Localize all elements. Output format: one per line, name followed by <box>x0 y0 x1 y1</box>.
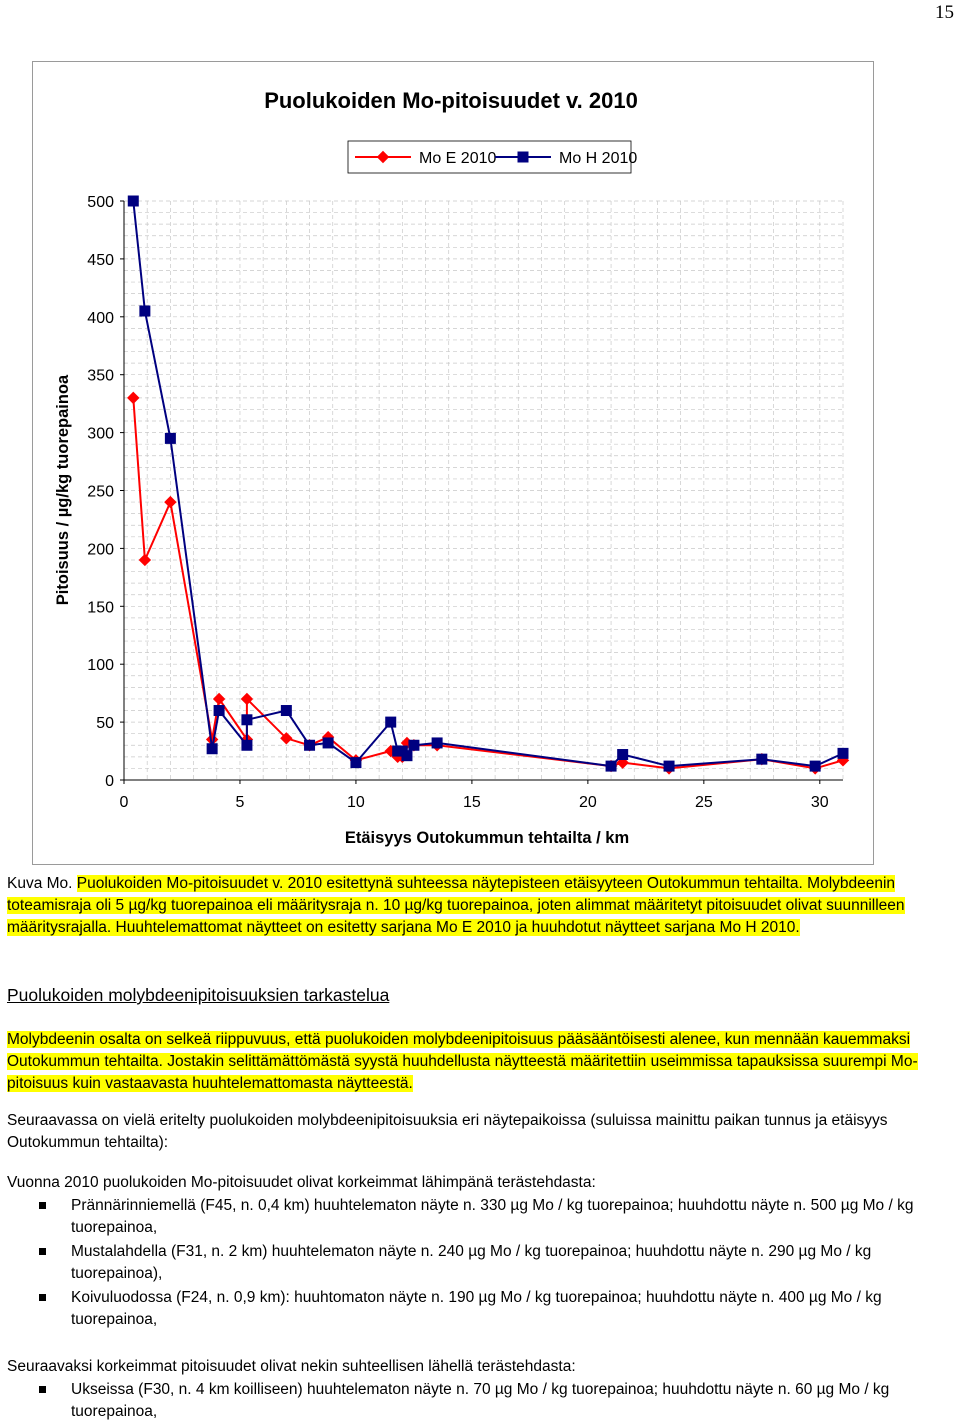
data-point <box>139 554 150 565</box>
x-tick-label: 25 <box>694 794 713 811</box>
x-tick-label: 10 <box>347 794 365 811</box>
caption-highlighted-text: Puolukoiden Mo-pitoisuudet v. 2010 esitettynä suhteessa näytepisteen etäisyyteen Outokummun tehtailta. Molybdeenin toteamisraja oli 5 µg/kg tuorepainoa eli määritysraja n. 10 µg/kg tuorepainoa, joten alimmat määritetyt pitoisuudet olivat suunnilleen määritysrajalla. Huuhtelemattomat näytteet on esitetty sarjana Mo E 2010 ja huuhdotut näytteet sarjana Mo H 2010. <box>7 875 905 936</box>
data-point <box>386 717 396 727</box>
data-point <box>128 196 138 206</box>
list-item-text: Prännärinniemellä (F45, n. 0,4 km) huuhtelematon näyte n. 330 µg Mo / kg tuorepainoa; huuhdottu näyte n. 500 µg Mo / kg tuorepainoa, <box>71 1197 914 1236</box>
data-point <box>165 433 175 443</box>
data-point <box>140 306 150 316</box>
page-number: 15 <box>935 2 954 23</box>
list-item <box>7 1241 955 1285</box>
data-point <box>618 750 628 760</box>
paragraph-mo-trend-text: Molybdeenin osalta on selkeä riippuvuus, että puolukoiden molybdeenipitoisuus pääsääntöisesti alenee, kun mennään kauemmaksi Outokummun tehtailta. Jostakin selittämättömästä syystä huuhdellusta näytteestä määritettiin useimmissa tapauksissa suurempi Mo-pitoisuus kuin vastaavasta huuhtelemattomasta näytteestä. <box>7 1031 918 1092</box>
gridlines <box>124 201 843 780</box>
y-axis-label: Pitoisuus / µg/kg tuorepainoa <box>54 374 72 606</box>
y-tick-label: 350 <box>87 367 114 385</box>
y-tick-label: 500 <box>87 194 114 211</box>
bullet-square-icon <box>39 1386 46 1393</box>
section-heading: Puolukoiden molybdeenipitoisuuksien tarkastelua <box>7 985 390 1005</box>
bullet-square-icon <box>39 1248 46 1255</box>
data-point <box>323 738 333 748</box>
data-point <box>810 761 820 771</box>
y-tick-label: 150 <box>87 599 114 617</box>
legend-label: Mo H 2010 <box>559 150 638 167</box>
data-point <box>432 738 442 748</box>
y-tick-label: 300 <box>87 425 114 443</box>
data-point <box>281 706 291 716</box>
figure-caption <box>7 873 955 939</box>
list-item-text: Mustalahdella (F31, n. 2 km) huuhtelematon näyte n. 240 µg Mo / kg tuorepainoa; huuhdottu näyte n. 290 µg Mo / kg tuorepainoa), <box>71 1243 872 1282</box>
y-tick-label: 400 <box>87 309 114 327</box>
y-tick-label: 250 <box>87 483 114 501</box>
y-tick-label: 200 <box>87 541 114 559</box>
y-tick-label: 100 <box>87 657 114 675</box>
legend-marker <box>518 152 528 162</box>
list-item <box>7 1195 955 1239</box>
bullet-square-icon <box>39 1202 46 1209</box>
data-point <box>128 392 139 403</box>
x-tick-label: 0 <box>119 794 129 811</box>
chart-legend <box>348 141 637 173</box>
paragraph-site-intro: Seuraavassa on vielä eritelty puolukoiden molybdeenipitoisuuksia eri näytepaikoissa (suluissa mainittu paikan tunnus ja etäisyys Outokummun tehtailta): <box>7 1112 888 1151</box>
list-item-text: Koivuluodossa (F24, n. 0,9 km): huuhtomaton näyte n. 190 µg Mo / kg tuorepainoa; huuhdottu näyte n. 400 µg Mo / kg tuorepainoa, <box>71 1289 882 1328</box>
legend-label: Mo E 2010 <box>419 150 497 167</box>
chart-title: Puolukoiden Mo-pitoisuudet v. 2010 <box>264 88 638 113</box>
next-sites-list <box>7 1379 955 1423</box>
y-tick-label: 450 <box>87 251 114 269</box>
list-item-text: Ukseissa (F30, n. 4 km koilliseen) huuhtelematon näyte n. 70 µg Mo / kg tuorepainoa; huuhdottu näyte n. 60 µg Mo / kg tuorepainoa, <box>71 1381 890 1420</box>
x-tick-label: 15 <box>463 794 481 811</box>
data-point <box>606 761 616 771</box>
data-point <box>664 761 674 771</box>
data-point <box>757 754 767 764</box>
x-axis-label: Etäisyys Outokummun tehtailta / km <box>344 829 630 847</box>
data-point <box>351 758 361 768</box>
x-tick-label: 20 <box>578 794 597 811</box>
data-point <box>305 740 315 750</box>
highest-sites-list <box>7 1195 955 1331</box>
x-tick-label: 30 <box>810 794 829 811</box>
y-tick-label: 50 <box>96 715 114 733</box>
x-tick-label: 5 <box>235 794 245 811</box>
data-point <box>242 715 252 725</box>
bullet-square-icon <box>39 1294 46 1301</box>
data-point <box>207 744 217 754</box>
y-tick-label: 0 <box>105 773 114 790</box>
data-point <box>165 497 176 508</box>
data-point <box>242 740 252 750</box>
data-point <box>402 751 412 761</box>
data-point <box>214 706 224 716</box>
paragraph-highest-2010: Vuonna 2010 puolukoiden Mo-pitoisuudet olivat korkeimmat lähimpänä terästehdasta: <box>7 1174 596 1191</box>
molybdenum-line-chart <box>33 62 875 866</box>
list-item <box>7 1379 955 1423</box>
list-item <box>7 1287 955 1331</box>
data-point <box>838 748 848 758</box>
chart-frame <box>32 61 874 865</box>
caption-prefix: Kuva Mo. <box>7 875 77 892</box>
paragraph-next-highest: Seuraavaksi korkeimmat pitoisuudet olivat nekin suhteellisen lähellä terästehdasta: <box>7 1358 576 1375</box>
paragraph-mo-trend <box>7 1029 955 1095</box>
data-point <box>409 740 419 750</box>
